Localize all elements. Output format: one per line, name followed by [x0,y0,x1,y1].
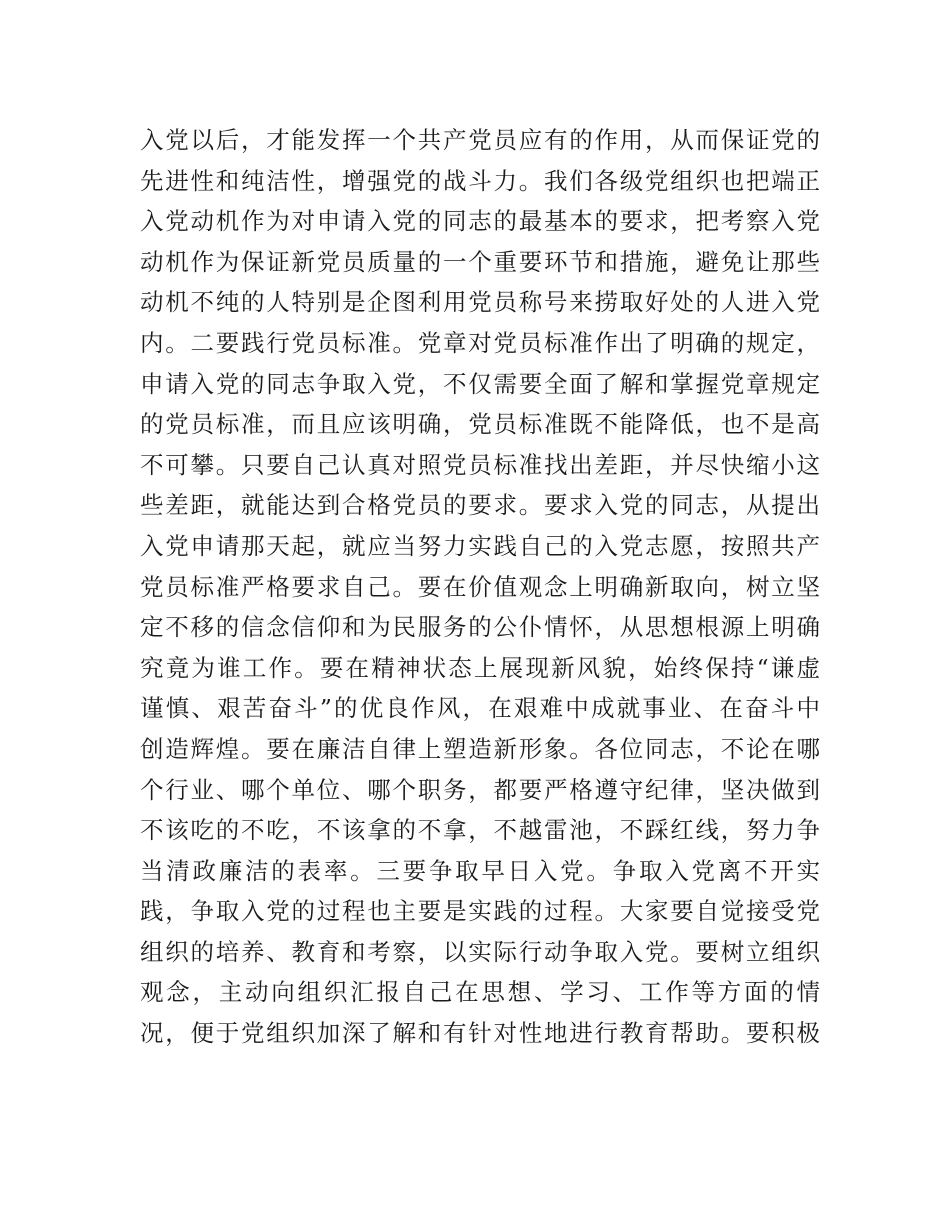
text-line: 动机作为保证新党员质量的一个重要环节和措施，避免让那些 [140,247,820,276]
text-line: 入党申请那天起，就应当努力实践自己的入党志愿，按照共产 [140,531,820,560]
body-text [140,120,820,1054]
text-line: 定不移的信念信仰和为民服务的公仆情怀，从思想根源上明确 [140,613,820,642]
text-line: 谨慎、艰苦奋斗”的优良作风，在艰难中成就事业、在奋斗中 [140,694,820,723]
text-line: 组织的培养、教育和考察，以实际行动争取入党。要树立组织 [140,937,820,966]
text-line: 些差距，就能达到合格党员的要求。要求入党的同志，从提出 [140,491,820,520]
text-line: 创造辉煌。要在廉洁自律上塑造新形象。各位同志，不论在哪 [140,734,820,763]
text-line: 践，争取入党的过程也主要是实践的过程。大家要自觉接受党 [140,897,820,926]
text-line: 况，便于党组织加深了解和有针对性地进行教育帮助。要积极 [140,1019,820,1048]
text-line: 究竟为谁工作。要在精神状态上展现新风貌，始终保持“谦虚 [140,653,820,682]
text-line: 申请入党的同志争取入党，不仅需要全面了解和掌握党章规定 [140,369,820,398]
text-line: 当清政廉洁的表率。三要争取早日入党。争取入党离不开实 [140,856,820,885]
text-line: 的党员标准，而且应该明确，党员标准既不能降低，也不是高 [140,410,820,439]
text-line: 动机不纯的人特别是企图利用党员称号来捞取好处的人进入党 [140,288,820,317]
text-line: 个行业、哪个单位、哪个职务，都要严格遵守纪律，坚决做到 [140,775,820,804]
text-line: 入党动机作为对申请入党的同志的最基本的要求，把考察入党 [140,207,820,236]
text-line: 观念，主动向组织汇报自己在思想、学习、工作等方面的情 [140,978,820,1007]
text-line: 先进性和纯洁性，增强党的战斗力。我们各级党组织也把端正 [140,166,820,195]
text-line: 内。二要践行党员标准。党章对党员标准作出了明确的规定， [140,328,820,357]
text-line: 入党以后，才能发挥一个共产党员应有的作用，从而保证党的 [140,126,820,154]
text-line: 不可攀。只要自己认真对照党员标准找出差距，并尽快缩小这 [140,450,820,479]
text-line: 党员标准严格要求自己。要在价值观念上明确新取向，树立坚 [140,572,820,601]
text-line: 不该吃的不吃，不该拿的不拿，不越雷池，不踩红线，努力争 [140,816,820,845]
